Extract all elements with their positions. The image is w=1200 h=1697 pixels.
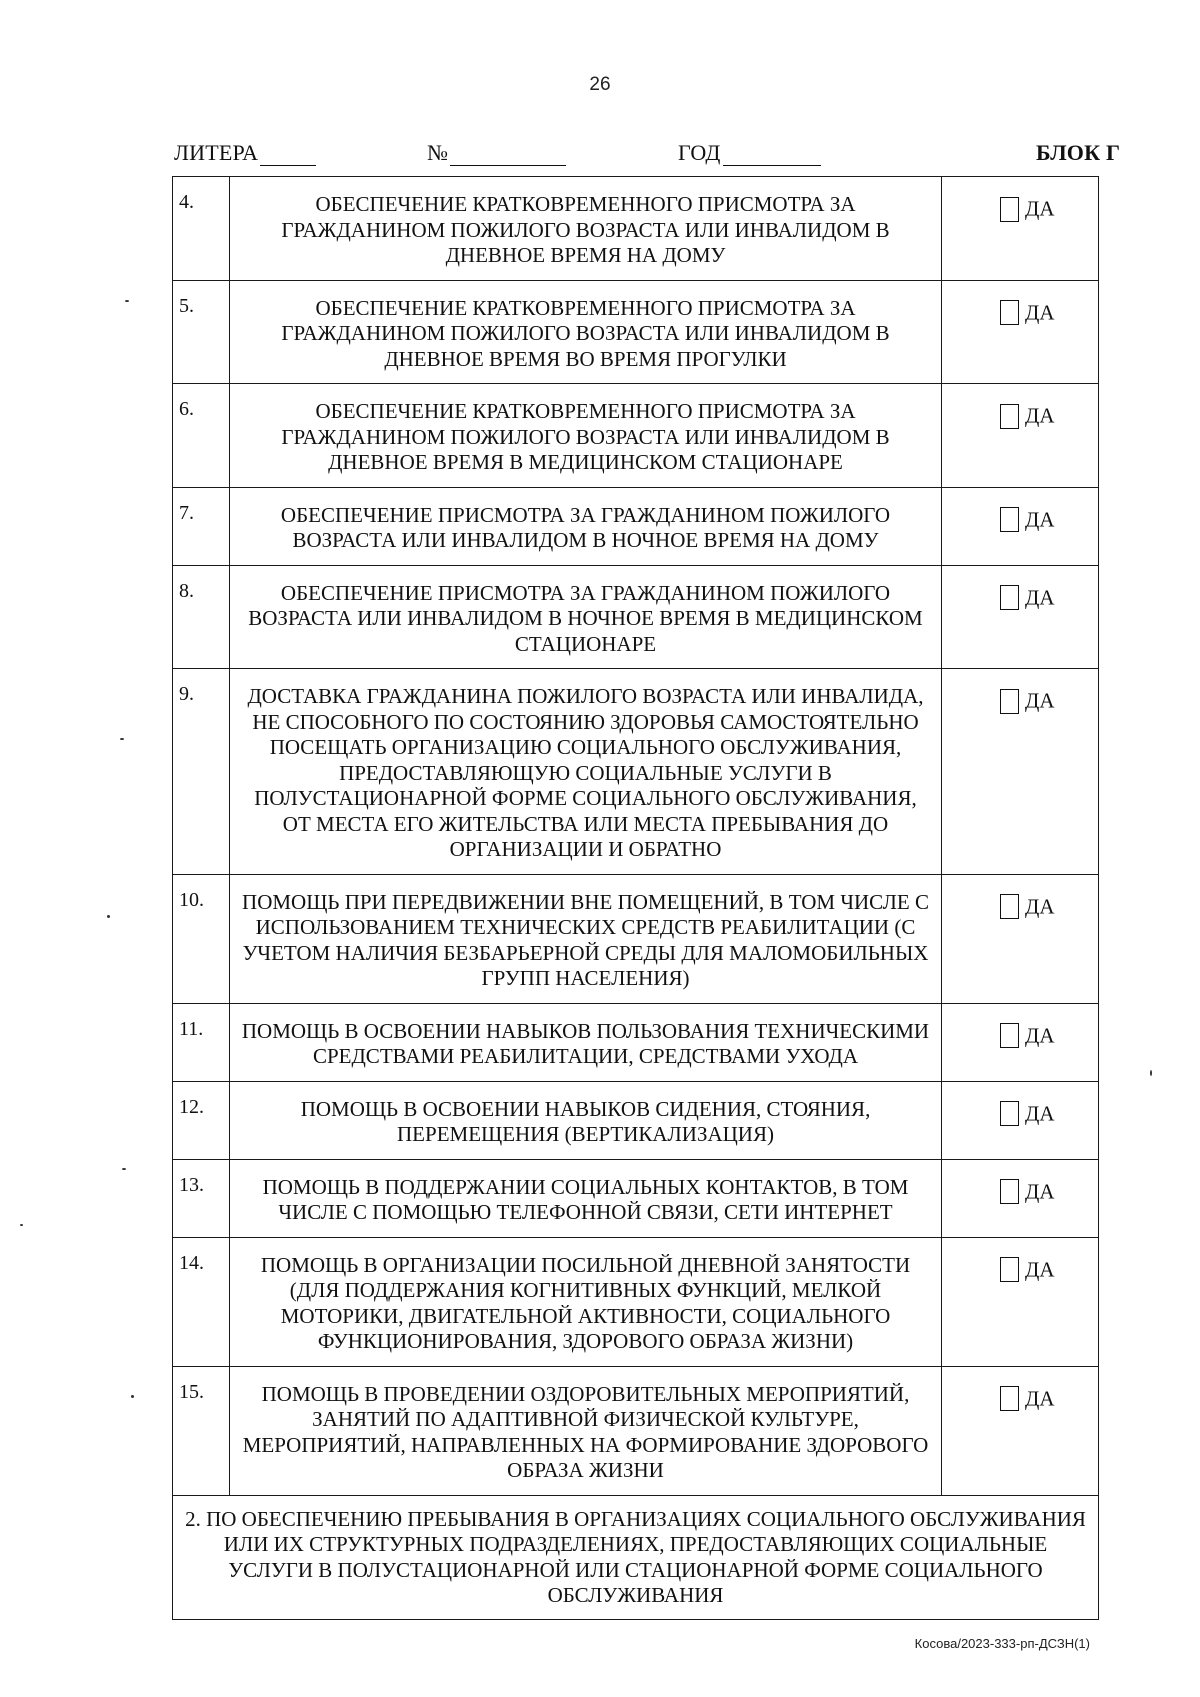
litera-field [174, 140, 316, 166]
row-number: 10. [173, 874, 230, 1003]
yes-option[interactable] [942, 384, 1099, 488]
service-row [173, 280, 1099, 384]
yes-label: ДА [1025, 1023, 1055, 1048]
row-number: 5. [173, 280, 230, 384]
service-row [173, 1366, 1099, 1495]
number-input-line[interactable] [450, 145, 566, 166]
yes-option[interactable] [942, 177, 1099, 281]
yes-option[interactable] [942, 1366, 1099, 1495]
yes-checkbox[interactable] [1000, 1101, 1019, 1126]
document-reference: Косова/2023-333-рп-ДСЗН(1) [914, 1636, 1090, 1651]
row-number: 13. [173, 1159, 230, 1237]
yes-checkbox[interactable] [1000, 1386, 1019, 1411]
section-row [173, 1495, 1099, 1619]
scan-speck [122, 1168, 126, 1170]
yes-checkbox[interactable] [1000, 1179, 1019, 1204]
service-description: ПОМОЩЬ ПРИ ПЕРЕДВИЖЕНИИ ВНЕ ПОМЕЩЕНИЙ, В ТОМ ЧИСЛЕ С ИСПОЛЬЗОВАНИЕМ ТЕХНИЧЕСКИХ СРЕДСТВ РЕАБИЛИТАЦИИ (С УЧЕТОМ НАЛИЧИЯ БЕЗБАРЬЕРНОЙ СРЕДЫ ДЛЯ МАЛОМОБИЛЬНЫХ ГРУПП НАСЕЛЕНИЯ) [230, 874, 942, 1003]
litera-label: ЛИТЕРА [174, 140, 259, 165]
yes-label: ДА [1025, 688, 1055, 713]
services-table-body [173, 177, 1099, 1620]
service-row [173, 1081, 1099, 1159]
service-row [173, 669, 1099, 875]
row-number: 6. [173, 384, 230, 488]
yes-option[interactable] [942, 1159, 1099, 1237]
block-label: БЛОК Г [1036, 140, 1121, 165]
page-number: 26 [589, 74, 611, 95]
yes-label: ДА [1025, 1179, 1055, 1204]
yes-checkbox[interactable] [1000, 300, 1019, 325]
service-row [173, 1159, 1099, 1237]
yes-checkbox[interactable] [1000, 585, 1019, 610]
scan-speck [20, 1224, 23, 1226]
row-number: 4. [173, 177, 230, 281]
service-description: ОБЕСПЕЧЕНИЕ КРАТКОВРЕМЕННОГО ПРИСМОТРА ЗА ГРАЖДАНИНОМ ПОЖИЛОГО ВОЗРАСТА ИЛИ ИНВАЛИДОМ В ДНЕВНОЕ ВРЕМЯ ВО ВРЕМЯ ПРОГУЛКИ [230, 280, 942, 384]
year-field [678, 140, 821, 166]
row-number: 12. [173, 1081, 230, 1159]
row-number: 14. [173, 1237, 230, 1366]
number-label: № [427, 140, 449, 165]
row-number: 8. [173, 565, 230, 669]
yes-checkbox[interactable] [1000, 689, 1019, 714]
yes-label: ДА [1025, 300, 1055, 325]
yes-label: ДА [1025, 507, 1055, 532]
yes-label: ДА [1025, 196, 1055, 221]
yes-checkbox[interactable] [1000, 894, 1019, 919]
yes-option[interactable] [942, 1237, 1099, 1366]
service-description: ПОМОЩЬ В ПРОВЕДЕНИИ ОЗДОРОВИТЕЛЬНЫХ МЕРОПРИЯТИЙ, ЗАНЯТИЙ ПО АДАПТИВНОЙ ФИЗИЧЕСКОЙ КУЛЬТУРЕ, МЕРОПРИЯТИЙ, НАПРАВЛЕННЫХ НА ФОРМИРОВАНИЕ ЗДОРОВОГО ОБРАЗА ЖИЗНИ [230, 1366, 942, 1495]
service-description: ОБЕСПЕЧЕНИЕ КРАТКОВРЕМЕННОГО ПРИСМОТРА ЗА ГРАЖДАНИНОМ ПОЖИЛОГО ВОЗРАСТА ИЛИ ИНВАЛИДОМ В ДНЕВНОЕ ВРЕМЯ В МЕДИЦИНСКОМ СТАЦИОНАРЕ [230, 384, 942, 488]
yes-checkbox[interactable] [1000, 404, 1019, 429]
yes-label: ДА [1025, 403, 1055, 428]
scan-speck [107, 915, 110, 918]
row-number: 15. [173, 1366, 230, 1495]
year-input-line[interactable] [723, 145, 821, 166]
yes-option[interactable] [942, 874, 1099, 1003]
yes-option[interactable] [942, 1081, 1099, 1159]
yes-option[interactable] [942, 487, 1099, 565]
year-label: ГОД [678, 140, 721, 165]
service-description: ДОСТАВКА ГРАЖДАНИНА ПОЖИЛОГО ВОЗРАСТА ИЛИ ИНВАЛИДА, НЕ СПОСОБНОГО ПО СОСТОЯНИЮ ЗДОРОВЬЯ САМОСТОЯТЕЛЬНО ПОСЕЩАТЬ ОРГАНИЗАЦИЮ СОЦИАЛЬНОГО ОБСЛУЖИВАНИЯ, ПРЕДОСТАВЛЯЮЩУЮ СОЦИАЛЬНЫЕ УСЛУГИ В ПОЛУСТАЦИОНАРНОЙ ФОРМЕ СОЦИАЛЬНОГО ОБСЛУЖИВАНИЯ, ОТ МЕСТА ЕГО ЖИТЕЛЬСТВА ИЛИ МЕСТА ПРЕБЫВАНИЯ ДО ОРГАНИЗАЦИИ И ОБРАТНО [230, 669, 942, 875]
litera-input-line[interactable] [260, 145, 316, 166]
number-field [427, 140, 566, 166]
yes-checkbox[interactable] [1000, 507, 1019, 532]
service-row [173, 1237, 1099, 1366]
service-row [173, 487, 1099, 565]
service-description: ОБЕСПЕЧЕНИЕ ПРИСМОТРА ЗА ГРАЖДАНИНОМ ПОЖИЛОГО ВОЗРАСТА ИЛИ ИНВАЛИДОМ В НОЧНОЕ ВРЕМЯ В МЕДИЦИНСКОМ СТАЦИОНАРЕ [230, 565, 942, 669]
yes-label: ДА [1025, 1386, 1055, 1411]
yes-label: ДА [1025, 894, 1055, 919]
yes-checkbox[interactable] [1000, 197, 1019, 222]
row-number: 7. [173, 487, 230, 565]
service-row [173, 384, 1099, 488]
yes-option[interactable] [942, 565, 1099, 669]
service-description: ПОМОЩЬ В ПОДДЕРЖАНИИ СОЦИАЛЬНЫХ КОНТАКТОВ, В ТОМ ЧИСЛЕ С ПОМОЩЬЮ ТЕЛЕФОННОЙ СВЯЗИ, СЕТИ ИНТЕРНЕТ [230, 1159, 942, 1237]
scan-speck [120, 738, 124, 740]
service-description: ОБЕСПЕЧЕНИЕ ПРИСМОТРА ЗА ГРАЖДАНИНОМ ПОЖИЛОГО ВОЗРАСТА ИЛИ ИНВАЛИДОМ В НОЧНОЕ ВРЕМЯ НА ДОМУ [230, 487, 942, 565]
yes-checkbox[interactable] [1000, 1257, 1019, 1282]
yes-label: ДА [1025, 1101, 1055, 1126]
yes-label: ДА [1025, 1257, 1055, 1282]
yes-option[interactable] [942, 1003, 1099, 1081]
section-heading: 2. ПО ОБЕСПЕЧЕНИЮ ПРЕБЫВАНИЯ В ОРГАНИЗАЦИЯХ СОЦИАЛЬНОГО ОБСЛУЖИВАНИЯ ИЛИ ИХ СТРУКТУРНЫХ ПОДРАЗДЕЛЕНИЯХ, ПРЕДОСТАВЛЯЮЩИХ СОЦИАЛЬНЫЕ УСЛУГИ В ПОЛУСТАЦИОНАРНОЙ ИЛИ СТАЦИОНАРНОЙ ФОРМЕ СОЦИАЛЬНОГО ОБСЛУЖИВАНИЯ [173, 1495, 1099, 1619]
service-row [173, 1003, 1099, 1081]
scan-speck [131, 1395, 134, 1398]
yes-label: ДА [1025, 585, 1055, 610]
yes-option[interactable] [942, 669, 1099, 875]
service-description: ПОМОЩЬ В ОСВОЕНИИ НАВЫКОВ СИДЕНИЯ, СТОЯНИЯ, ПЕРЕМЕЩЕНИЯ (ВЕРТИКАЛИЗАЦИЯ) [230, 1081, 942, 1159]
service-description: ОБЕСПЕЧЕНИЕ КРАТКОВРЕМЕННОГО ПРИСМОТРА ЗА ГРАЖДАНИНОМ ПОЖИЛОГО ВОЗРАСТА ИЛИ ИНВАЛИДОМ В ДНЕВНОЕ ВРЕМЯ НА ДОМУ [230, 177, 942, 281]
row-number: 11. [173, 1003, 230, 1081]
row-number: 9. [173, 669, 230, 875]
yes-checkbox[interactable] [1000, 1023, 1019, 1048]
service-row [173, 565, 1099, 669]
service-row [173, 177, 1099, 281]
service-description: ПОМОЩЬ В ОРГАНИЗАЦИИ ПОСИЛЬНОЙ ДНЕВНОЙ ЗАНЯТОСТИ (ДЛЯ ПОДДЕРЖАНИЯ КОГНИТИВНЫХ ФУНКЦИЙ, МЕЛКОЙ МОТОРИКИ, ДВИГАТЕЛЬНОЙ АКТИВНОСТИ, СОЦИАЛЬНОГО ФУНКЦИОНИРОВАНИЯ, ЗДОРОВОГО ОБРАЗА ЖИЗНИ) [230, 1237, 942, 1366]
yes-option[interactable] [942, 280, 1099, 384]
scan-speck [1150, 1070, 1152, 1076]
scan-speck [125, 300, 129, 302]
services-table [172, 176, 1099, 1620]
service-row [173, 874, 1099, 1003]
service-description: ПОМОЩЬ В ОСВОЕНИИ НАВЫКОВ ПОЛЬЗОВАНИЯ ТЕХНИЧЕСКИМИ СРЕДСТВАМИ РЕАБИЛИТАЦИИ, СРЕДСТВАМИ УХОДА [230, 1003, 942, 1081]
